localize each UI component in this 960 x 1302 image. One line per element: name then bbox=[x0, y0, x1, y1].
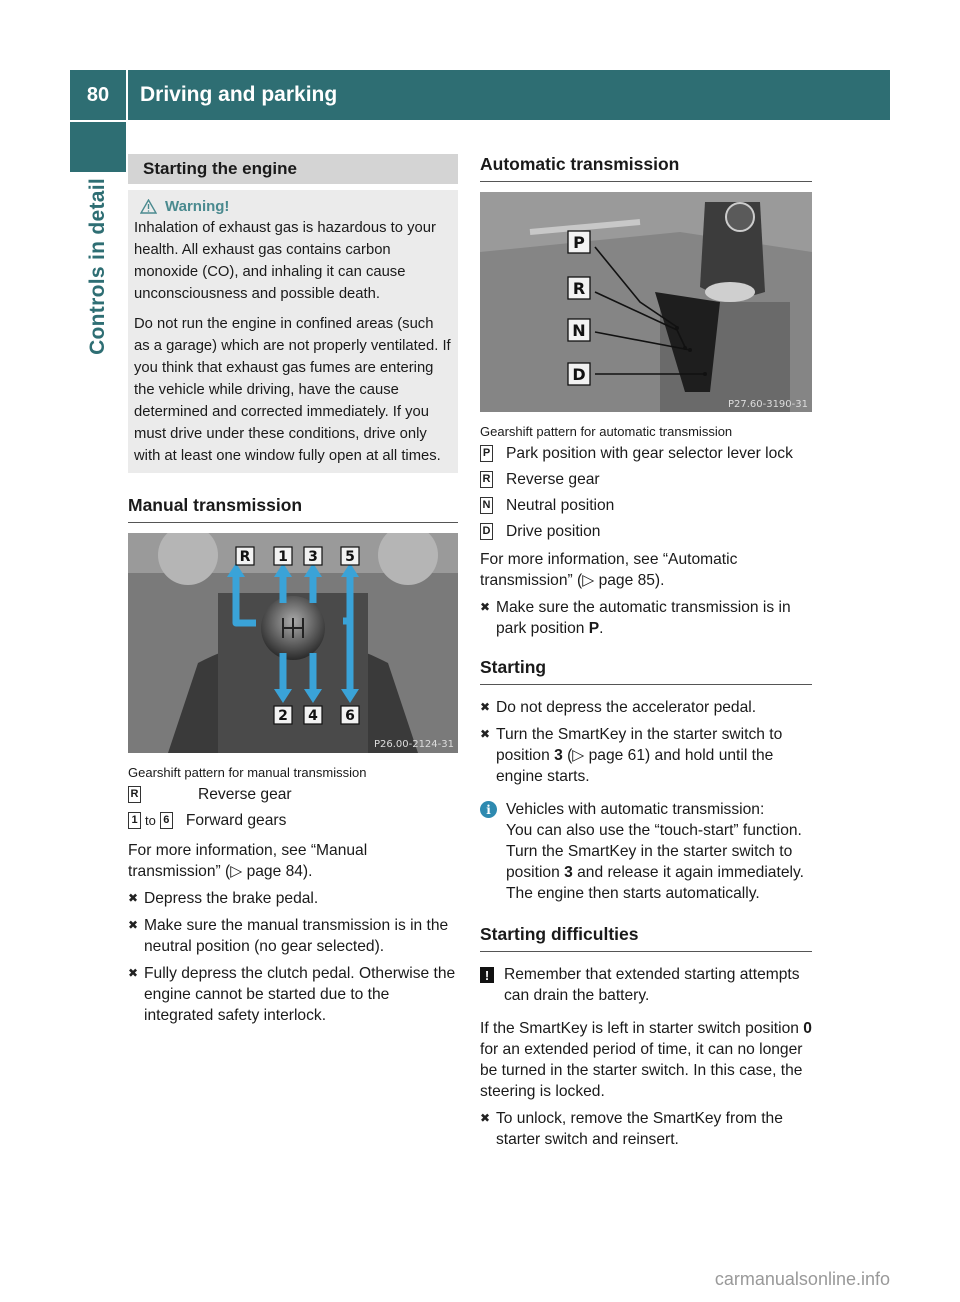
list-item: ✖ Make sure the manual transmission is in the neutral position (no gear selected). bbox=[128, 917, 449, 955]
exclamation-icon: ! bbox=[480, 967, 494, 983]
difficulties-heading: Starting difficulties bbox=[480, 924, 812, 952]
automatic-more-info: For more information, see “Automatic transmission” (▷ page 85). bbox=[480, 551, 738, 589]
page-number: 80 bbox=[70, 70, 126, 120]
manual-heading: Manual transmission bbox=[128, 495, 458, 523]
step-arrow-icon: ✖ bbox=[128, 966, 139, 980]
list-item: R Reverse gear bbox=[480, 469, 812, 490]
notice-note: ! Remember that extended starting attempts can drain the battery. bbox=[480, 964, 812, 1006]
key-1-symbol: 1 bbox=[128, 812, 141, 829]
list-item: P Park position with gear selector lever lock bbox=[480, 443, 812, 464]
list-item: N Neutral position bbox=[480, 495, 812, 516]
automatic-gearshift-illustration bbox=[480, 192, 812, 412]
warning-box bbox=[128, 190, 458, 473]
step-arrow-icon: ✖ bbox=[480, 1111, 491, 1125]
side-tab-block bbox=[70, 122, 126, 172]
automatic-gearshift-figure bbox=[480, 192, 812, 412]
list-item: 1 to 6 Forward gears bbox=[128, 810, 458, 831]
auto-label-r: R bbox=[572, 279, 586, 298]
automatic-heading: Automatic transmission bbox=[480, 154, 812, 182]
list-item: ✖ Depress the brake pedal. bbox=[128, 890, 319, 907]
step-arrow-icon: ✖ bbox=[480, 727, 491, 741]
key-6-symbol: 6 bbox=[160, 812, 173, 829]
right-column bbox=[480, 150, 812, 1150]
section-title: Starting the engine bbox=[128, 154, 458, 184]
manual-label-1: 1 bbox=[278, 549, 288, 565]
list-item: D Drive position bbox=[480, 521, 812, 542]
manual-gearshift-figure bbox=[128, 533, 458, 753]
auto-label-p: P bbox=[573, 233, 585, 252]
manual-caption: Gearshift pattern for manual transmission bbox=[128, 765, 367, 780]
side-tab-label: Controls in detail bbox=[86, 178, 109, 355]
manual-label-r: R bbox=[239, 549, 251, 565]
step-arrow-icon: ✖ bbox=[128, 891, 139, 905]
manual-gearshift-illustration bbox=[128, 533, 458, 753]
automatic-caption: Gearshift pattern for automatic transmission bbox=[480, 424, 733, 439]
manual-figure-code: P26.00-2124-31 bbox=[373, 739, 454, 750]
info-note: i Vehicles with automatic transmission: You can also use the “touch-start” function. Turn the SmartKey in the starter switch to position 3 and release it again immediately. The engine then starts automatically. bbox=[480, 799, 812, 904]
auto-label-n: N bbox=[572, 321, 586, 340]
warning-title: Warning! bbox=[165, 198, 230, 215]
manual-label-6: 6 bbox=[345, 708, 355, 724]
side-tab bbox=[70, 122, 126, 1172]
smartkey-paragraph: If the SmartKey is left in starter switch position 0 for an extended period of time, it can no longer be turned in the starter switch. In this case, the steering is locked. bbox=[480, 1020, 812, 1100]
starting-heading: Starting bbox=[480, 657, 812, 685]
step-arrow-icon: ✖ bbox=[480, 700, 491, 714]
watermark: carmanualsonline.info bbox=[714, 1269, 890, 1289]
key-n-symbol: N bbox=[480, 497, 493, 514]
warning-text-2: Do not run the engine in confined areas (such as a garage) which are not properly ventilated. If you think that exhaust gas fumes are entering the vehicle while driving, have the cause determined and corrected immediately. If you must drive under these conditions, drive only with at least one window fully open at all times. bbox=[134, 316, 451, 464]
list-item: ✖ Do not depress the accelerator pedal. bbox=[480, 699, 757, 716]
list-item: ✖ To unlock, remove the SmartKey from the starter switch and reinsert. bbox=[480, 1110, 783, 1148]
key-r-symbol: R bbox=[128, 786, 141, 803]
step-arrow-icon: ✖ bbox=[128, 918, 139, 932]
auto-label-d: D bbox=[572, 365, 586, 384]
manual-label-2: 2 bbox=[278, 708, 288, 724]
auto-figure-code: P27.60-3190-31 bbox=[727, 399, 808, 410]
info-icon: i bbox=[480, 801, 497, 818]
list-item: ✖ Make sure the automatic transmission is in park position P. bbox=[480, 599, 791, 637]
manual-label-3: 3 bbox=[308, 549, 318, 565]
key-p-symbol: P bbox=[480, 445, 493, 462]
list-item: R Reverse gear bbox=[128, 784, 458, 805]
warning-triangle-icon bbox=[140, 199, 157, 214]
list-item: ✖ Fully depress the clutch pedal. Otherwise the engine cannot be started due to the integrated safety interlock. bbox=[128, 965, 456, 1024]
list-item: ✖ Turn the SmartKey in the starter switch to position 3 (▷ page 61) and hold until the engine starts. bbox=[480, 726, 783, 785]
manual-label-5: 5 bbox=[345, 549, 355, 565]
warning-text-1: Inhalation of exhaust gas is hazardous to your health. All exhaust gas contains carbon monoxide (CO), and inhaling it can cause unconsciousness and possible death. bbox=[134, 220, 436, 302]
key-r-symbol: R bbox=[480, 471, 493, 488]
key-d-symbol: D bbox=[480, 523, 493, 540]
manual-more-info: For more information, see “Manual transmission” (▷ page 84). bbox=[128, 842, 368, 880]
step-arrow-icon: ✖ bbox=[480, 600, 491, 614]
left-column bbox=[128, 150, 458, 1026]
page-title: Driving and parking bbox=[128, 70, 890, 120]
manual-label-4: 4 bbox=[308, 708, 318, 724]
